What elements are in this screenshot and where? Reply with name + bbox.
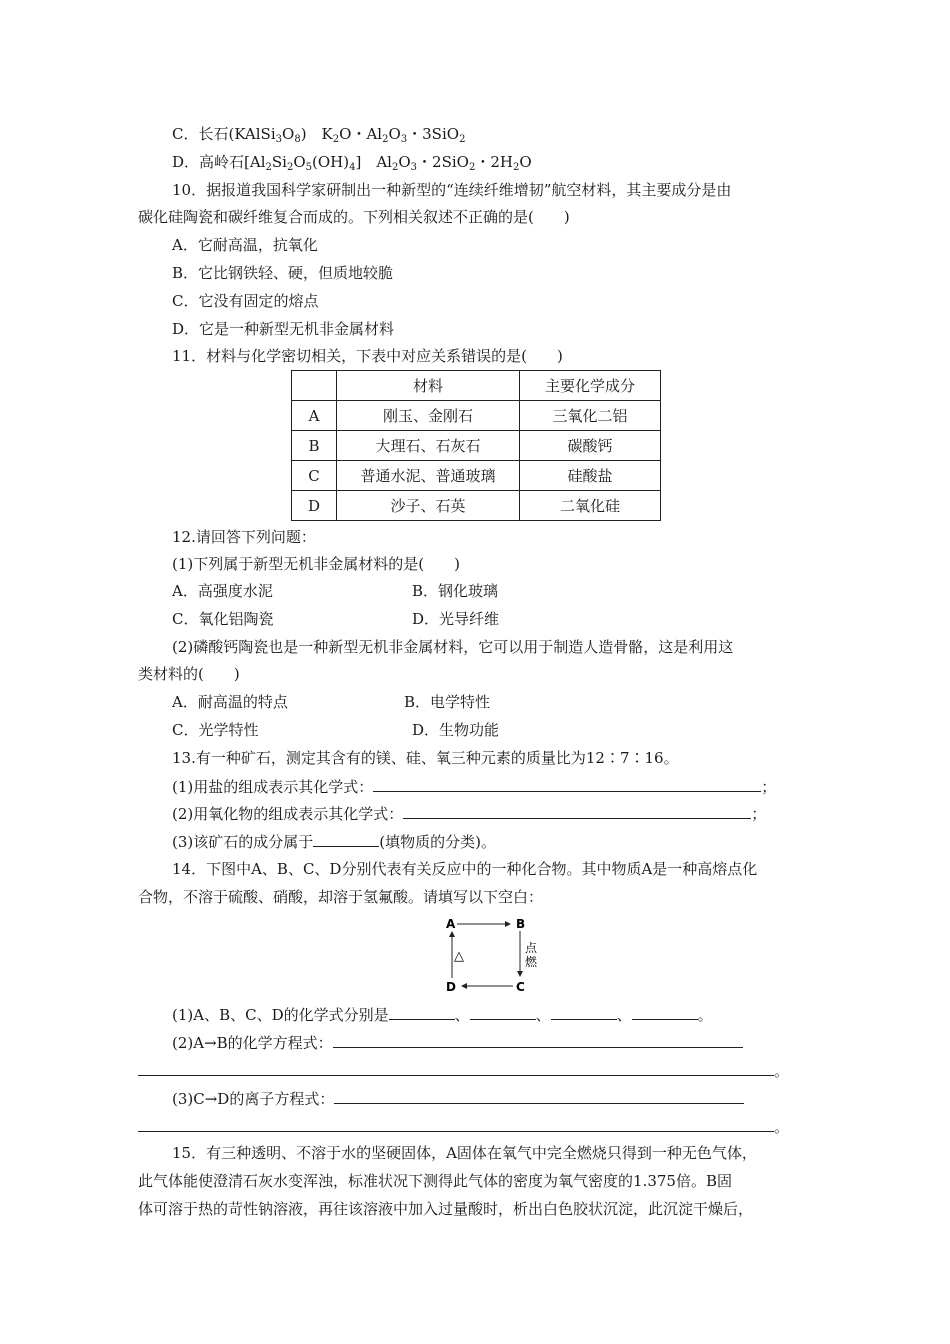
table-row [292, 401, 661, 431]
q9-option-d: D．高岭石$[Al_2Si_2O_5(OH)_4]$ $Al_2O_3$・2SiO$_2$・$2H_2O$ [172, 153, 532, 173]
table-cell: B [292, 431, 337, 461]
table-header-cell: 主要化学成分 [520, 371, 661, 401]
q14-stem-line1: 14．下图中A、B、C、D分别代表有关反应中的一种化合物。其中物质A是一种高熔点化 [172, 860, 758, 878]
table-cell: 刚玉、金刚石 [337, 401, 520, 431]
q14-stem-line2: 合物，不溶于硫酸、硝酸，却溶于氢氟酸。请填写以下空白： [138, 888, 544, 906]
answer-blank[interactable] [373, 776, 761, 792]
q12-part2-line2: 类材料的( ) [138, 665, 240, 683]
node-d-label: D [446, 980, 456, 994]
table-row [292, 491, 661, 521]
table-header-cell: 材料 [337, 371, 520, 401]
table-cell: 碳酸钙 [520, 431, 661, 461]
q14-part2: (2)A→B的化学方程式： [172, 1032, 743, 1053]
table-cell: 普通水泥、普通玻璃 [337, 461, 520, 491]
q10-stem-line2: 碳化硅陶瓷和碳纤维复合而成的。下列相关叙述不正确的是( ) [138, 208, 570, 226]
table-row [292, 431, 661, 461]
node-b-label: B [516, 917, 526, 931]
ignite-label-1: 点 [525, 941, 538, 955]
q14-part3: (3)C→D的离子方程式： [172, 1088, 744, 1109]
q12-part1-option-c: C．氧化铝陶瓷 [172, 610, 274, 628]
node-c-label: C [516, 980, 525, 994]
answer-blank[interactable] [333, 1032, 743, 1048]
q14-part3-continued: 。 [138, 1116, 789, 1137]
q12-part2-option-b: B．电学特性 [404, 693, 491, 711]
answer-blank[interactable] [313, 831, 379, 847]
q15-stem-line3: 体可溶于热的苛性钠溶液，再往该溶液中加入过量酸时，析出白色胶状沉淀，此沉淀干燥后， [138, 1200, 754, 1218]
q12-part2-option-c: C．光学特性 [172, 721, 259, 739]
table-cell: D [292, 491, 337, 521]
q12-part1-option-d: D．光导纤维 [412, 610, 500, 628]
heat-triangle-symbol: △ [454, 949, 464, 964]
table-cell: A [292, 401, 337, 431]
table-header-cell [292, 371, 337, 401]
answer-blank[interactable] [551, 1004, 617, 1020]
q15-stem-line1: 15．有三种透明、不溶于水的坚硬固体，A固体在氧气中完全燃烧只得到一种无色气体， [172, 1144, 757, 1162]
q10-option-c: C．它没有固定的熔点 [172, 292, 319, 310]
q12-part2-option-d: D．生物功能 [412, 721, 500, 739]
answer-blank[interactable] [138, 1060, 774, 1076]
q13-part3: (3)该矿石的成分属于 (填物质的分类)。 [172, 833, 496, 851]
ignite-label-2: 燃 [525, 955, 538, 969]
table-header-row [292, 371, 661, 401]
q12-part1-option-b: B．钢化玻璃 [412, 582, 499, 600]
q13-part1: (1)用盐的组成表示其化学式： ； [172, 778, 777, 796]
q9-option-c: C．长石$(KAlSi_3O_8)$ $K_2O$・$Al_2O_3$・3SiO$_2$ [172, 125, 466, 145]
q10-stem-line1: 10．据报道我国科学家研制出一种新型的“连续纤维增韧”航空材料，其主要成分是由 [172, 181, 732, 199]
table-cell: C [292, 461, 337, 491]
q10-option-b: B．它比钢铁轻、硬，但质地较脆 [172, 264, 394, 282]
answer-blank[interactable] [389, 1004, 455, 1020]
q11-stem: 11．材料与化学密切相关，下表中对应关系错误的是( ) [172, 347, 563, 365]
q12-part1: (1)下列属于新型无机非金属材料的是( ) [172, 555, 460, 573]
q10-option-a: A．它耐高温，抗氧化 [172, 236, 318, 254]
q12-stem: 12.请回答下列问题： [172, 528, 316, 546]
answer-blank[interactable] [632, 1004, 698, 1020]
answer-blank[interactable] [470, 1004, 536, 1020]
table-cell: 二氧化硅 [520, 491, 661, 521]
q14-part1: (1)A、B、C、D的化学式分别是 、 、 、 。 [172, 1006, 713, 1024]
answer-blank[interactable] [403, 803, 751, 819]
table-cell: 硅酸盐 [520, 461, 661, 491]
node-a-label: A [446, 917, 456, 931]
q10-option-d: D．它是一种新型无机非金属材料 [172, 320, 395, 338]
table-cell: 三氧化二铝 [520, 401, 661, 431]
q12-part2-line1: (2)磷酸钙陶瓷也是一种新型无机非金属材料，它可以用于制造人造骨骼，这是利用这 [172, 638, 734, 656]
reaction-cycle-diagram [440, 914, 550, 994]
q12-part1-option-a: A．高强度水泥 [172, 582, 273, 600]
q14-part2-continued: 。 [138, 1060, 789, 1081]
q15-stem-line2: 此气体能使澄清石灰水变浑浊，标准状况下测得此气体的密度为氧气密度的1.375倍。B固 [138, 1172, 732, 1190]
q13-part2: (2)用氧化物的组成表示其化学式： ； [172, 805, 767, 823]
table-row [292, 461, 661, 491]
table-cell: 大理石、石灰石 [337, 431, 520, 461]
answer-blank[interactable] [138, 1116, 774, 1132]
table-cell: 沙子、石英 [337, 491, 520, 521]
q13-stem: 13.有一种矿石，测定其含有的镁、硅、氧三种元素的质量比为12∶7∶16。 [172, 749, 679, 767]
materials-table [291, 370, 661, 521]
q12-part2-option-a: A．耐高温的特点 [172, 693, 288, 711]
answer-blank[interactable] [334, 1088, 744, 1104]
